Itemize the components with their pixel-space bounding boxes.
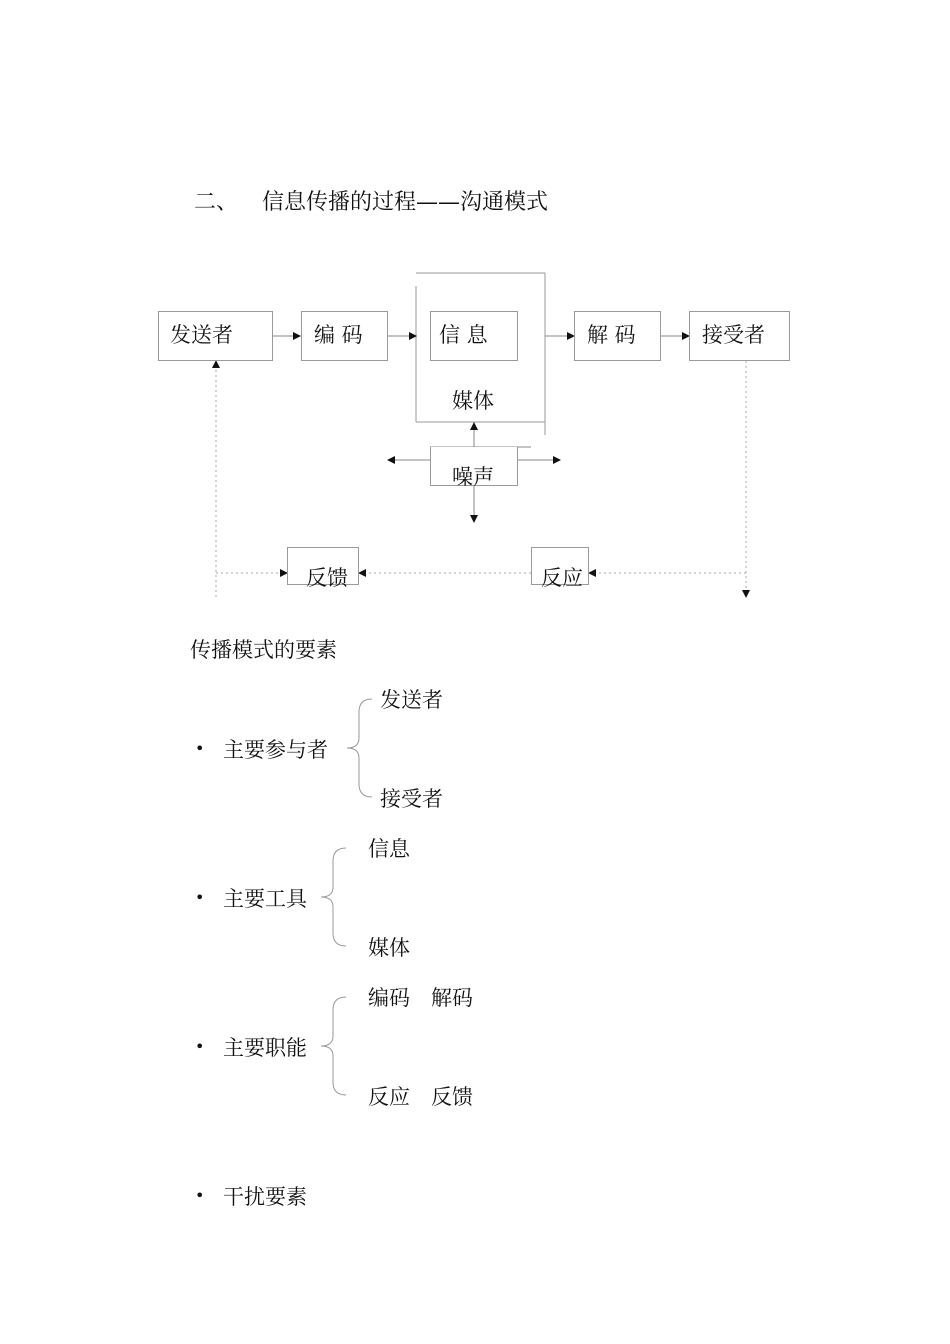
participants-top: 发送者 [380,688,443,712]
functions-label: 主要职能 [223,1036,307,1060]
message-box [430,311,518,361]
encode-label: 编 码 [314,323,363,347]
encode-box [301,311,388,361]
brace-tools [321,848,346,946]
heading-title: 信息传播的过程——沟通模式 [262,190,549,215]
bullet-icon: • [195,1186,205,1205]
response-box [531,547,589,590]
heading-number: 二、 [194,190,239,215]
brace-participants [347,699,372,797]
feedback-box [287,547,359,590]
feedback-label: 反馈 [306,566,348,590]
tools-bottom: 媒体 [368,936,410,960]
elements-title: 传播模式的要素 [190,638,337,662]
sender-label: 发送者 [170,323,233,347]
receiver-label: 接受者 [702,323,765,347]
bullet-icon: • [195,888,205,907]
message-label: 信 息 [439,323,488,347]
participants-label: 主要参与者 [223,738,328,762]
bullet-icon: • [195,1037,205,1056]
participants-bottom: 接受者 [380,787,443,811]
noise-label: 噪声 [452,465,494,489]
medium-label: 媒体 [452,389,494,413]
brace-functions [321,997,346,1095]
noise-box [430,447,518,489]
interference-label: 干扰要素 [223,1185,307,1209]
functions-bottom: 反应 反馈 [368,1085,473,1109]
tools-label: 主要工具 [223,887,307,911]
response-label: 反应 [541,566,583,590]
receiver-box [689,311,790,361]
tools-top: 信息 [368,837,410,861]
decode-label: 解 码 [587,323,636,347]
bullet-icon: • [195,739,205,758]
decode-box [574,311,661,361]
functions-top: 编码 解码 [368,986,473,1010]
sender-box [158,311,273,361]
